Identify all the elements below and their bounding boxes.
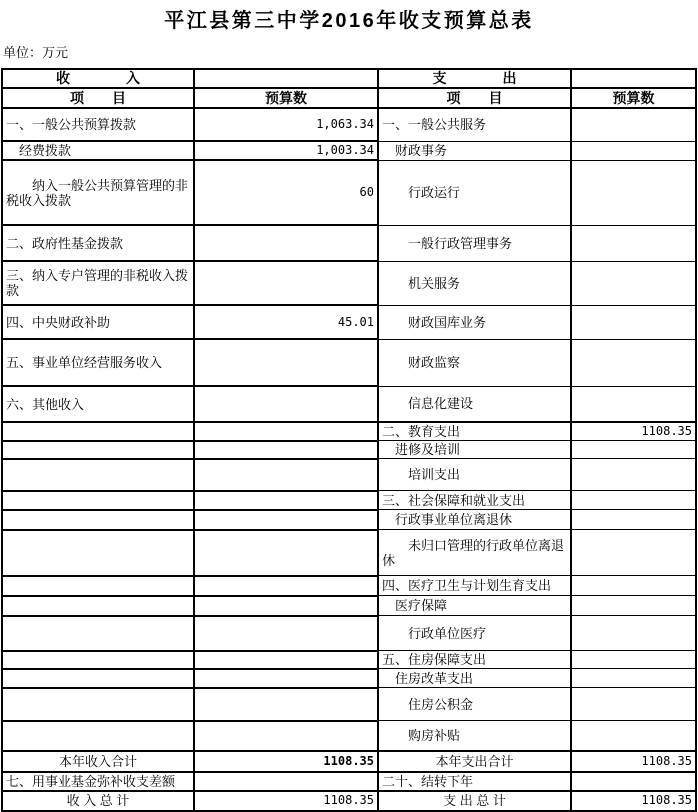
expense-budget-header: 预算数 <box>571 88 696 108</box>
expense-value-cell <box>571 651 696 669</box>
expense-item-cell: 三、社会保障和就业支出 <box>378 491 571 510</box>
income-item-cell: 纳入一般公共预算管理的非税收入拨款 <box>2 160 194 225</box>
expense-value-cell <box>571 688 696 721</box>
income-item-cell <box>2 422 194 441</box>
income-item-cell: 二、政府性基金拨款 <box>2 225 194 261</box>
income-item-cell: 六、其他收入 <box>2 386 194 422</box>
income-item-cell <box>2 530 194 576</box>
income-item-cell: 本年收入合计 <box>2 751 194 772</box>
income-item-cell <box>2 459 194 491</box>
table-row <box>2 721 696 751</box>
income-value-cell <box>194 510 378 530</box>
expense-item-cell: 进修及培训 <box>378 441 571 459</box>
income-value-cell <box>194 225 378 261</box>
expense-item-cell: 财政事务 <box>378 141 571 160</box>
income-value-cell <box>194 651 378 669</box>
income-item-cell: 五、事业单位经营服务收入 <box>2 339 194 386</box>
expense-value-cell <box>571 261 696 305</box>
expense-section-header-spacer <box>571 69 696 88</box>
table-row <box>2 422 696 441</box>
table-row <box>2 651 696 669</box>
budget-document <box>0 4 698 812</box>
table-row <box>2 339 696 386</box>
expense-value-cell <box>571 530 696 576</box>
expense-value-cell <box>571 459 696 491</box>
income-value-cell: 45.01 <box>194 305 378 339</box>
income-item-cell <box>2 688 194 721</box>
income-value-cell <box>194 721 378 751</box>
income-value-cell <box>194 576 378 596</box>
table-row <box>2 751 696 772</box>
income-item-cell <box>2 651 194 669</box>
table-row <box>2 669 696 688</box>
expense-value-cell <box>571 491 696 510</box>
income-value-cell <box>194 616 378 651</box>
expense-value-cell <box>571 108 696 141</box>
expense-section-header: 支 出 <box>378 69 571 88</box>
income-item-cell <box>2 669 194 688</box>
expense-value-cell <box>571 616 696 651</box>
expense-value-cell <box>571 576 696 596</box>
expense-item-cell: 本年支出合计 <box>378 751 571 772</box>
expense-item-cell: 培训支出 <box>378 459 571 491</box>
table-row <box>2 160 696 225</box>
expense-value-cell <box>571 441 696 459</box>
expense-value-cell <box>571 721 696 751</box>
income-value-cell <box>194 596 378 616</box>
expense-item-cell: 购房补贴 <box>378 721 571 751</box>
income-value-cell <box>194 772 378 791</box>
income-item-cell <box>2 576 194 596</box>
expense-item-cell: 住房公积金 <box>378 688 571 721</box>
expense-value-cell <box>571 305 696 339</box>
income-section-header: 收 入 <box>2 69 194 88</box>
income-item-cell <box>2 491 194 510</box>
expense-value-cell <box>571 386 696 422</box>
table-row <box>2 530 696 576</box>
expense-value-cell: 1108.35 <box>571 422 696 441</box>
income-item-cell: 一、一般公共预算拨款 <box>2 108 194 141</box>
expense-item-cell: 信息化建设 <box>378 386 571 422</box>
income-budget-header: 预算数 <box>194 88 378 108</box>
expense-item-cell: 二十、结转下年 <box>378 772 571 791</box>
table-row <box>2 491 696 510</box>
income-value-cell <box>194 386 378 422</box>
income-value-cell: 60 <box>194 160 378 225</box>
income-item-cell: 经费拨款 <box>2 141 194 160</box>
expense-item-cell: 行政事业单位离退休 <box>378 510 571 530</box>
expense-item-cell: 财政监察 <box>378 339 571 386</box>
income-value-cell: 1108.35 <box>194 751 378 772</box>
budget-table <box>1 68 697 812</box>
expense-item-cell: 四、医疗卫生与计划生育支出 <box>378 576 571 596</box>
income-value-cell <box>194 530 378 576</box>
income-item-cell <box>2 596 194 616</box>
income-section-header-spacer <box>194 69 378 88</box>
income-value-cell <box>194 441 378 459</box>
income-value-cell <box>194 688 378 721</box>
column-header-row <box>2 88 696 108</box>
income-value-cell <box>194 422 378 441</box>
unit-label: 单位：万元 <box>3 45 69 60</box>
income-value-cell <box>194 459 378 491</box>
expense-item-cell: 机关服务 <box>378 261 571 305</box>
expense-item-cell: 行政单位医疗 <box>378 616 571 651</box>
expense-item-cell: 住房改革支出 <box>378 669 571 688</box>
expense-item-cell: 一、一般公共服务 <box>378 108 571 141</box>
income-value-cell: 1,003.34 <box>194 141 378 160</box>
table-body <box>2 108 696 811</box>
income-value-cell <box>194 491 378 510</box>
table-row <box>2 688 696 721</box>
expense-item-cell: 未归口管理的行政单位离退休 <box>378 530 571 576</box>
table-row <box>2 791 696 811</box>
income-item-cell <box>2 441 194 459</box>
income-value-cell: 1108.35 <box>194 791 378 811</box>
expense-value-cell <box>571 225 696 261</box>
expense-item-cell: 五、住房保障支出 <box>378 651 571 669</box>
table-row <box>2 510 696 530</box>
table-row <box>2 616 696 651</box>
section-header-row <box>2 69 696 88</box>
expense-value-cell <box>571 596 696 616</box>
expense-value-cell <box>571 669 696 688</box>
expense-item-cell: 财政国库业务 <box>378 305 571 339</box>
table-row <box>2 141 696 160</box>
income-item-cell: 七、用事业基金弥补收支差额 <box>2 772 194 791</box>
income-value-cell <box>194 339 378 386</box>
page-title: 平江县第三中学2016年收支预算总表 <box>164 10 534 32</box>
expense-item-cell: 行政运行 <box>378 160 571 225</box>
table-row <box>2 305 696 339</box>
expense-value-cell <box>571 160 696 225</box>
income-item-cell: 三、纳入专户管理的非税收入拨款 <box>2 261 194 305</box>
income-value-cell <box>194 669 378 688</box>
expense-value-cell <box>571 141 696 160</box>
table-row <box>2 441 696 459</box>
expense-item-cell: 支 出 总 计 <box>378 791 571 811</box>
income-value-cell: 1,063.34 <box>194 108 378 141</box>
income-item-header: 项 目 <box>2 88 194 108</box>
table-row <box>2 576 696 596</box>
income-item-cell <box>2 616 194 651</box>
table-row <box>2 386 696 422</box>
income-item-cell <box>2 721 194 751</box>
income-item-cell: 收 入 总 计 <box>2 791 194 811</box>
table-row <box>2 225 696 261</box>
expense-item-cell: 医疗保障 <box>378 596 571 616</box>
expense-value-cell: 1108.35 <box>571 751 696 772</box>
table-row <box>2 596 696 616</box>
expense-value-cell <box>571 339 696 386</box>
expense-value-cell <box>571 772 696 791</box>
expense-value-cell <box>571 510 696 530</box>
table-row <box>2 108 696 141</box>
expense-value-cell: 1108.35 <box>571 791 696 811</box>
expense-item-header: 项 目 <box>378 88 571 108</box>
income-item-cell <box>2 510 194 530</box>
table-row <box>2 772 696 791</box>
table-row <box>2 261 696 305</box>
table-row <box>2 459 696 491</box>
income-item-cell: 四、中央财政补助 <box>2 305 194 339</box>
income-value-cell <box>194 261 378 305</box>
expense-item-cell: 一般行政管理事务 <box>378 225 571 261</box>
expense-item-cell: 二、教育支出 <box>378 422 571 441</box>
